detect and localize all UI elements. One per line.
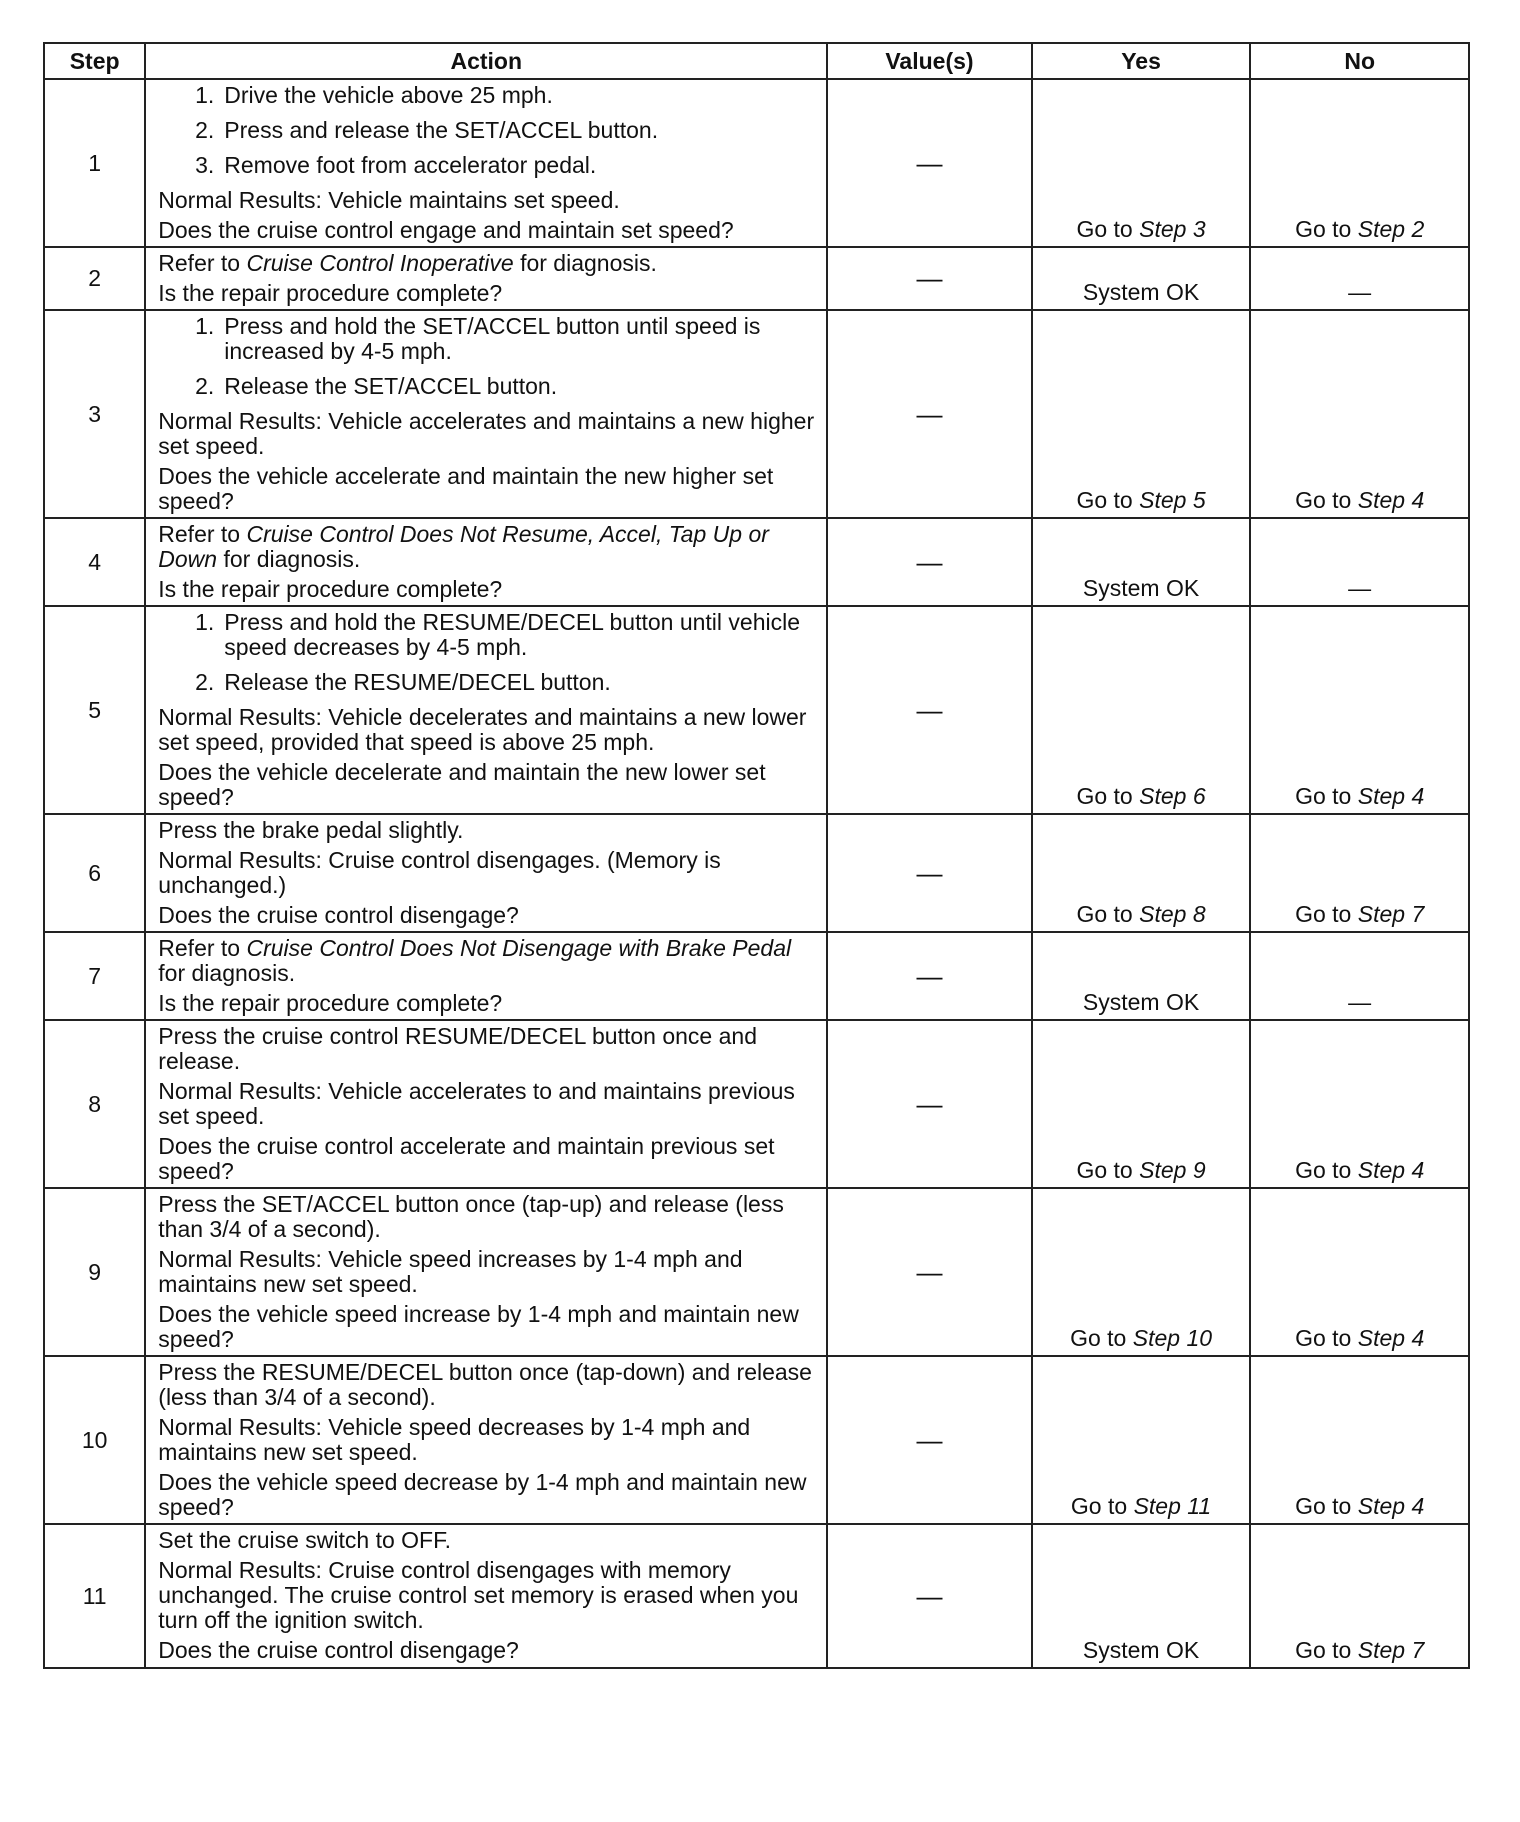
no-cell — [1250, 606, 1469, 814]
value-cell: — — [827, 1356, 1032, 1524]
no-goto-prefix: Go to — [1295, 783, 1358, 809]
action-cell — [145, 1356, 827, 1524]
table-row — [44, 606, 1469, 814]
yes-result-text: System OK — [1082, 575, 1200, 601]
yes-cell — [1032, 814, 1251, 932]
yes-cell — [1032, 310, 1251, 518]
no-result-text: — — [1348, 279, 1372, 305]
numbered-item — [158, 610, 816, 660]
yes-goto-prefix: Go to — [1070, 1493, 1134, 1519]
yes-goto-step: Step 6 — [1139, 783, 1206, 809]
value-cell: — — [827, 932, 1032, 1020]
no-cell — [1250, 814, 1469, 932]
normal-results: Normal Results: Vehicle accelerates to and maintains previous set speed. — [158, 1078, 795, 1129]
value-cell: — — [827, 79, 1032, 247]
no-goto-step: Step 4 — [1357, 783, 1425, 809]
value-cell: — — [827, 310, 1032, 518]
no-cell — [1250, 932, 1469, 1020]
question-text: Does the cruise control disengage? — [158, 902, 519, 928]
header-values: Value(s) — [827, 43, 1032, 79]
action-cell — [145, 932, 827, 1020]
question-text: Does the vehicle decelerate and maintain the new lower set speed? — [158, 759, 766, 810]
refer-suffix: for diagnosis. — [513, 250, 657, 276]
instruction-text: Press the brake pedal slightly. — [158, 817, 464, 843]
item-text: Drive the vehicle above 25 mph. — [224, 82, 553, 108]
instruction-text: Set the cruise switch to OFF. — [158, 1527, 451, 1553]
yes-goto-step: Step 8 — [1139, 901, 1206, 927]
instruction-text: Press the SET/ACCEL button once (tap-up) and release (less than 3/4 of a second). — [158, 1191, 784, 1242]
question-text: Does the cruise control engage and maintain set speed? — [158, 217, 734, 243]
table-row — [44, 310, 1469, 518]
item-number: 2. — [195, 373, 215, 399]
yes-goto-step: Step 3 — [1139, 216, 1206, 242]
no-goto-prefix: Go to — [1295, 1493, 1358, 1519]
item-number: 3. — [195, 152, 215, 178]
normal-results: Normal Results: Vehicle maintains set speed. — [158, 187, 620, 213]
step-cell: 7 — [44, 932, 145, 1020]
no-goto-step: Step 4 — [1357, 1157, 1425, 1183]
question-text: Does the vehicle speed increase by 1-4 mph and maintain new speed? — [158, 1301, 799, 1352]
normal-results: Normal Results: Vehicle accelerates and maintains a new higher set speed. — [158, 408, 815, 459]
yes-cell — [1032, 1188, 1251, 1356]
table-row — [44, 1188, 1469, 1356]
value-cell: — — [827, 814, 1032, 932]
action-cell — [145, 814, 827, 932]
refer-link: Cruise Control Does Not Resume, Accel, Tap Up or Down — [158, 521, 769, 572]
table-row — [44, 518, 1469, 606]
step-cell: 4 — [44, 518, 145, 606]
action-cell — [145, 1020, 827, 1188]
action-cell — [145, 1524, 827, 1668]
action-cell — [145, 1188, 827, 1356]
yes-cell — [1032, 79, 1251, 247]
item-text: Release the RESUME/DECEL button. — [224, 669, 611, 695]
normal-results: Normal Results: Vehicle speed decreases by 1-4 mph and maintains new set speed. — [158, 1414, 751, 1465]
value-cell: — — [827, 518, 1032, 606]
step-cell: 8 — [44, 1020, 145, 1188]
header-action: Action — [145, 43, 827, 79]
header-yes: Yes — [1032, 43, 1251, 79]
value-cell: — — [827, 606, 1032, 814]
value-cell: — — [827, 1020, 1032, 1188]
action-cell — [145, 310, 827, 518]
normal-results: Normal Results: Vehicle speed increases by 1-4 mph and maintains new set speed. — [158, 1246, 743, 1297]
header-row — [44, 43, 1469, 79]
question-text: Is the repair procedure complete? — [158, 280, 503, 306]
item-text: Remove foot from accelerator pedal. — [224, 152, 597, 178]
table-body — [44, 79, 1469, 1668]
header-no: No — [1250, 43, 1469, 79]
item-number: 2. — [195, 117, 215, 143]
yes-cell — [1032, 247, 1251, 310]
yes-cell — [1032, 1356, 1251, 1524]
item-number: 2. — [195, 669, 215, 695]
numbered-item — [158, 118, 816, 143]
step-cell: 10 — [44, 1356, 145, 1524]
no-goto-prefix: Go to — [1295, 487, 1358, 513]
yes-goto-prefix: Go to — [1076, 487, 1140, 513]
refer-prefix: Refer to — [158, 935, 247, 961]
no-cell — [1250, 1356, 1469, 1524]
value-cell: — — [827, 1188, 1032, 1356]
refer-text — [158, 251, 816, 276]
no-goto-step: Step 7 — [1357, 901, 1425, 927]
yes-cell — [1032, 1524, 1251, 1668]
instruction-text: Press the cruise control RESUME/DECEL button once and release. — [158, 1023, 757, 1074]
item-number: 1. — [195, 609, 215, 635]
instruction-text: Press the RESUME/DECEL button once (tap-down) and release (less than 3/4 of a second). — [158, 1359, 812, 1410]
no-cell — [1250, 518, 1469, 606]
yes-goto-prefix: Go to — [1076, 783, 1140, 809]
action-cell — [145, 518, 827, 606]
refer-link: Cruise Control Does Not Disengage with Brake Pedal — [246, 935, 792, 961]
no-goto-step: Step 4 — [1357, 487, 1425, 513]
item-number: 1. — [195, 313, 215, 339]
no-cell — [1250, 310, 1469, 518]
no-cell — [1250, 79, 1469, 247]
table-row — [44, 814, 1469, 932]
yes-goto-step: Step 11 — [1133, 1493, 1212, 1519]
no-goto-prefix: Go to — [1295, 1325, 1358, 1351]
numbered-item — [158, 153, 816, 178]
no-goto-step: Step 4 — [1357, 1493, 1425, 1519]
table-header — [44, 43, 1469, 79]
no-goto-prefix: Go to — [1295, 1157, 1358, 1183]
refer-text — [158, 522, 816, 572]
numbered-item — [158, 314, 816, 364]
item-text: Press and hold the SET/ACCEL button until speed is increased by 4-5 mph. — [224, 313, 761, 364]
no-goto-prefix: Go to — [1295, 1637, 1358, 1663]
question-text: Is the repair procedure complete? — [158, 990, 503, 1016]
value-cell: — — [827, 1524, 1032, 1668]
normal-results: Normal Results: Vehicle decelerates and maintains a new lower set speed, provided that speed is above 25 mph. — [158, 704, 807, 755]
yes-goto-prefix: Go to — [1070, 1325, 1133, 1351]
yes-goto-step: Step 10 — [1132, 1325, 1213, 1351]
yes-cell — [1032, 518, 1251, 606]
refer-prefix: Refer to — [158, 521, 247, 547]
yes-result-text: System OK — [1082, 989, 1200, 1015]
refer-prefix: Refer to — [158, 250, 247, 276]
step-cell: 11 — [44, 1524, 145, 1668]
question-text: Does the cruise control accelerate and maintain previous set speed? — [158, 1133, 775, 1184]
yes-cell — [1032, 1020, 1251, 1188]
action-cell — [145, 79, 827, 247]
step-cell: 5 — [44, 606, 145, 814]
table-row — [44, 932, 1469, 1020]
yes-result-text: System OK — [1082, 1637, 1200, 1663]
table-row — [44, 1356, 1469, 1524]
yes-goto-step: Step 5 — [1139, 487, 1206, 513]
refer-suffix: for diagnosis. — [217, 546, 361, 572]
no-goto-prefix: Go to — [1295, 216, 1358, 242]
diagnostic-table — [43, 42, 1470, 1669]
action-cell — [145, 606, 827, 814]
no-goto-step: Step 7 — [1357, 1637, 1425, 1663]
normal-results: Normal Results: Cruise control disengages with memory unchanged. The cruise control set memory is erased when you turn off the ignition switch. — [158, 1557, 799, 1633]
step-cell: 3 — [44, 310, 145, 518]
question-text: Is the repair procedure complete? — [158, 576, 503, 602]
table-row — [44, 79, 1469, 247]
numbered-item — [158, 374, 816, 399]
refer-suffix: for diagnosis. — [158, 960, 296, 986]
question-text: Does the vehicle speed decrease by 1-4 mph and maintain new speed? — [158, 1469, 807, 1520]
item-text: Release the SET/ACCEL button. — [224, 373, 558, 399]
header-step: Step — [44, 43, 145, 79]
no-cell — [1250, 1188, 1469, 1356]
item-text: Press and hold the RESUME/DECEL button until vehicle speed decreases by 4-5 mph. — [224, 609, 800, 660]
yes-goto-prefix: Go to — [1076, 216, 1140, 242]
step-cell: 6 — [44, 814, 145, 932]
refer-link: Cruise Control Inoperative — [246, 250, 514, 276]
question-text: Does the cruise control disengage? — [158, 1637, 519, 1663]
numbered-item — [158, 83, 816, 108]
yes-result-text: System OK — [1082, 279, 1200, 305]
item-number: 1. — [195, 82, 215, 108]
no-cell — [1250, 247, 1469, 310]
table-row — [44, 1020, 1469, 1188]
table-row — [44, 1524, 1469, 1668]
no-goto-prefix: Go to — [1295, 901, 1358, 927]
yes-goto-prefix: Go to — [1076, 1157, 1140, 1183]
numbered-item — [158, 670, 816, 695]
value-cell: — — [827, 247, 1032, 310]
item-text: Press and release the SET/ACCEL button. — [224, 117, 659, 143]
yes-cell — [1032, 932, 1251, 1020]
step-cell: 9 — [44, 1188, 145, 1356]
no-result-text: — — [1348, 575, 1372, 601]
question-text: Does the vehicle accelerate and maintain the new higher set speed? — [158, 463, 774, 514]
no-cell — [1250, 1524, 1469, 1668]
yes-goto-step: Step 9 — [1139, 1157, 1206, 1183]
step-cell: 2 — [44, 247, 145, 310]
yes-cell — [1032, 606, 1251, 814]
no-result-text: — — [1348, 989, 1372, 1015]
step-cell: 1 — [44, 79, 145, 247]
no-goto-step: Step 4 — [1357, 1325, 1425, 1351]
refer-text — [158, 936, 816, 986]
normal-results: Normal Results: Cruise control disengages. (Memory is unchanged.) — [158, 847, 721, 898]
yes-goto-prefix: Go to — [1076, 901, 1140, 927]
action-cell — [145, 247, 827, 310]
no-goto-step: Step 2 — [1357, 216, 1425, 242]
no-cell — [1250, 1020, 1469, 1188]
table-row — [44, 247, 1469, 310]
